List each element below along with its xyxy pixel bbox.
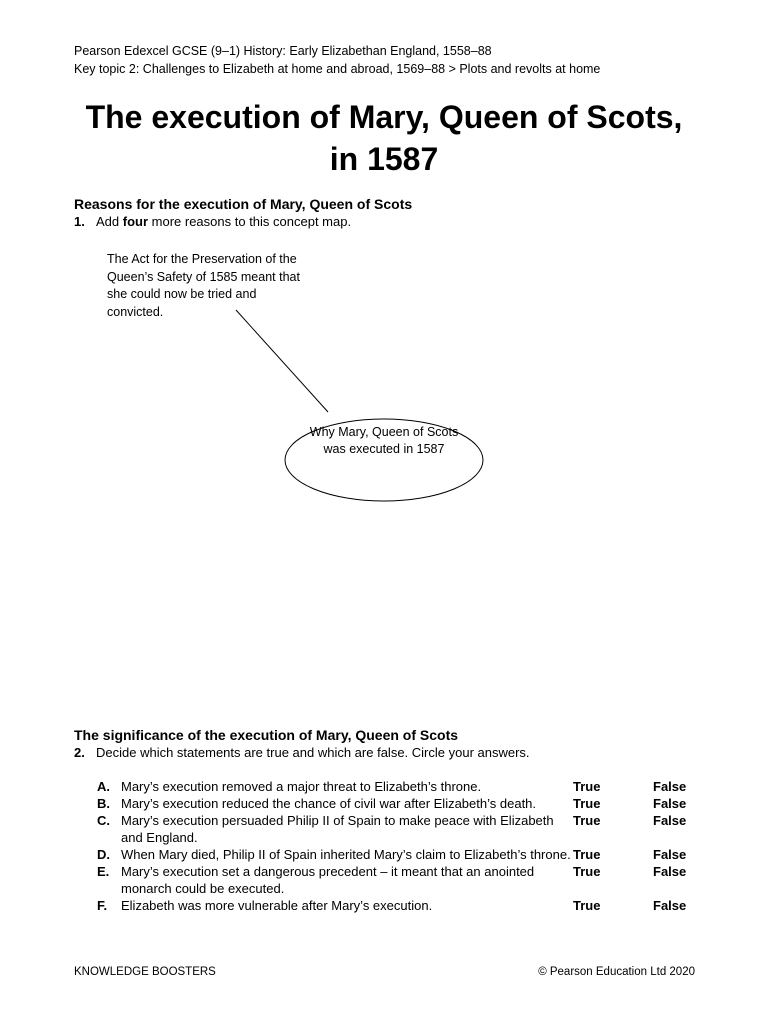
- title-line-1: The execution of Mary, Queen of Scots,: [85, 99, 683, 135]
- center-label-line-2: was executed in 1587: [323, 442, 445, 456]
- true-option[interactable]: True: [573, 813, 601, 828]
- false-option[interactable]: False: [653, 864, 687, 879]
- statement-row: [97, 795, 717, 812]
- question-2-number: 2.: [74, 745, 85, 760]
- statement-letter: C.: [97, 813, 110, 828]
- statement-text: When Mary died, Philip II of Spain inherited Mary’s claim to Elizabeth’s throne.: [121, 847, 571, 862]
- question-2-text: Decide which statements are true and which are false. Circle your answers.: [96, 745, 530, 760]
- statement-row: [97, 863, 717, 897]
- footer-series-label: KNOWLEDGE BOOSTERS: [74, 966, 216, 978]
- statement-letter: A.: [97, 779, 110, 794]
- true-option[interactable]: True: [573, 779, 601, 794]
- statement-row: [97, 846, 717, 863]
- statement-row: [97, 897, 717, 914]
- section-2-heading: The significance of the execution of Mary, Queen of Scots: [74, 727, 459, 743]
- statement-text: Mary’s execution removed a major threat to Elizabeth’s throne.: [121, 779, 482, 794]
- header-topic: Key topic 2: Challenges to Elizabeth at home and abroad, 1569–88 > Plots and revolts at home: [74, 62, 601, 76]
- statement-letter: F.: [97, 898, 108, 913]
- concept-map-center-label: [292, 424, 476, 458]
- true-option[interactable]: True: [573, 864, 601, 879]
- false-option[interactable]: False: [653, 813, 687, 828]
- center-label-line-1: Why Mary, Queen of Scots: [309, 425, 459, 439]
- concept-map-reason-1: The Act for the Preservation of the Queen’s Safety of 1585 meant that she could now be tried and convicted.: [107, 252, 300, 319]
- statement-text: Mary’s execution set a dangerous precedent – it meant that an anointed monarch could be executed.: [121, 864, 535, 896]
- question-1-text-before: Add: [96, 214, 123, 229]
- true-option[interactable]: True: [573, 796, 601, 811]
- question-1-text-bold: four: [122, 214, 149, 229]
- statement-row: [97, 812, 717, 846]
- statements-list: [97, 778, 717, 914]
- false-option[interactable]: False: [653, 847, 687, 862]
- statement-text: Mary’s execution persuaded Philip II of Spain to make peace with Elizabeth and England.: [121, 813, 554, 845]
- question-1-text-after: more reasons to this concept map.: [148, 214, 352, 229]
- title-line-2: in 1587: [329, 141, 439, 177]
- statement-text: Mary’s execution reduced the chance of civil war after Elizabeth’s death.: [121, 796, 537, 811]
- true-option[interactable]: True: [573, 847, 601, 862]
- true-option[interactable]: True: [573, 898, 601, 913]
- false-option[interactable]: False: [653, 779, 687, 794]
- question-1-number: 1.: [74, 214, 85, 229]
- statement-letter: B.: [97, 796, 110, 811]
- section-1-heading: Reasons for the execution of Mary, Queen of Scots: [74, 196, 413, 212]
- statement-row: [97, 778, 717, 795]
- false-option[interactable]: False: [653, 796, 687, 811]
- statement-letter: D.: [97, 847, 110, 862]
- page-title: [40, 96, 728, 180]
- false-option[interactable]: False: [653, 898, 687, 913]
- statement-text: Elizabeth was more vulnerable after Mary’s execution.: [121, 898, 433, 913]
- statement-letter: E.: [97, 864, 110, 879]
- question-2: [74, 744, 530, 762]
- connector-line: [236, 310, 328, 412]
- question-1: [74, 213, 351, 231]
- header-course: Pearson Edexcel GCSE (9–1) History: Early Elizabethan England, 1558–88: [74, 44, 492, 58]
- footer-copyright: © Pearson Education Ltd 2020: [538, 966, 695, 978]
